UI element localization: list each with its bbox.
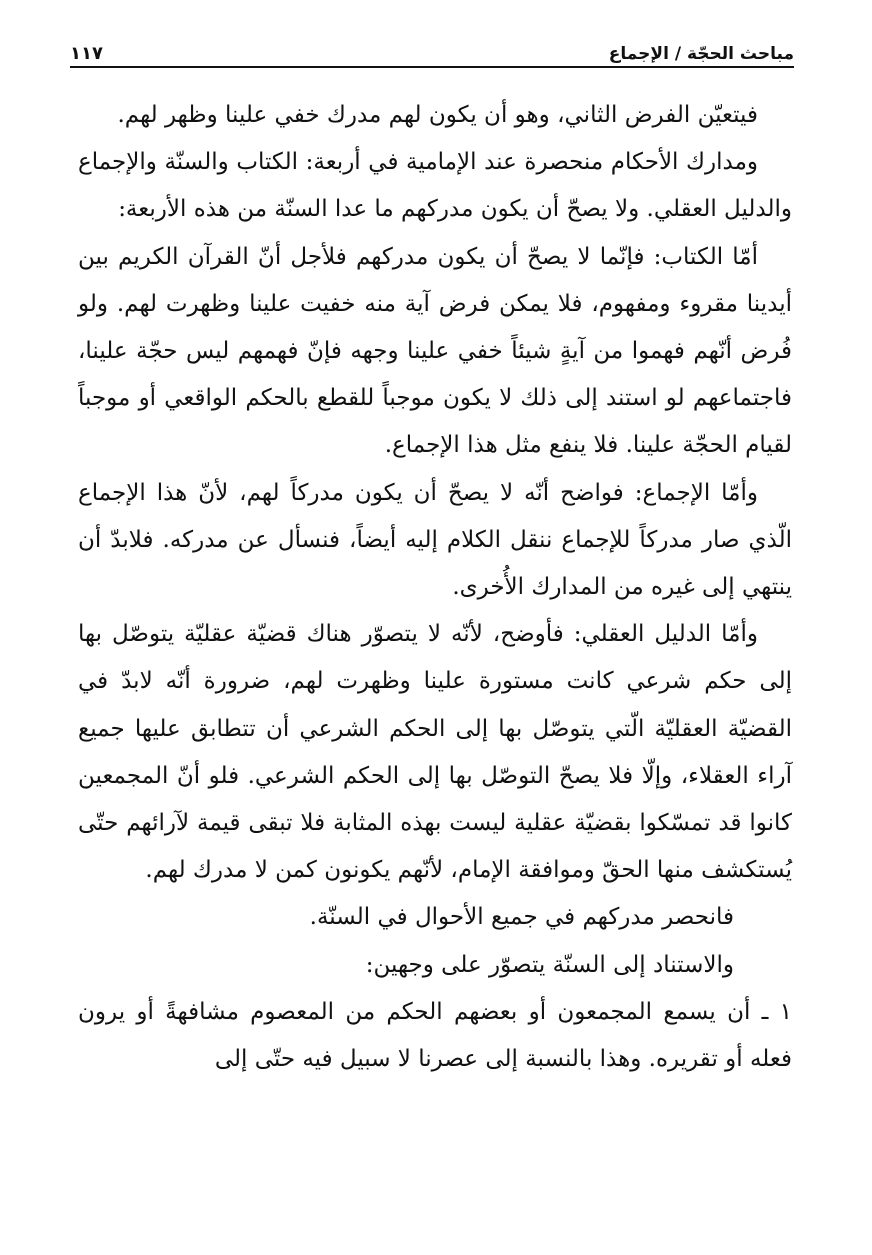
body-text	[78, 92, 792, 1083]
paragraph: وأمّا الإجماع: فواضح أنّه لا يصحّ أن يكون مدركاً لهم، لأنّ هذا الإجماع الّذي صار مدركاً للإجماع ننقل الكلام إليه أيضاً، فنسأل عن مدركه. فلابدّ أن ينتهي إلى غيره من المدارك الأُخرى.	[78, 479, 792, 601]
paragraph: ومدارك الأحكام منحصرة عند الإمامية في أربعة: الكتاب والسنّة والإجماع والدليل العقلي. ولا يصحّ أن يكون مدركهم ما عدا السنّة من هذه الأربعة:	[78, 149, 792, 223]
running-title: مباحث الحجّة / الإجماع	[608, 44, 794, 64]
paragraph: فانحصر مدركهم في جميع الأحوال في السنّة.	[309, 904, 734, 931]
numbered-paragraph: ١ ـ أن يسمع المجمعون أو بعضهم الحكم من المعصوم مشافهةً أو يرون فعله أو تقريره. وهذا بالنسبة إلى عصرنا لا سبيل فيه حتّى إلى	[78, 998, 792, 1073]
paragraph: وأمّا الدليل العقلي: فأوضح، لأنّه لا يتصوّر هناك قضيّة عقليّة يتوصّل بها إلى حكم شرعي كانت مستورة علينا وظهرت لهم، ضرورة أنّه لابدّ في القضيّة العقليّة الّتي يتوصّل بها إلى الحكم الشرعي أن تتطابق عليها جميع آراء العقلاء، وإلّا فلا يصحّ التوصّل بها إلى الحكم الشرعي. فلو أنّ المجمعين كانوا قد تمسّكوا بقضيّة عقلية ليست بهذه المثابة فلا تبقى قيمة لآرائهم حتّى يُستكشف منها الحقّ وموافقة الإمام، لأنّهم يكونون كمن لا مدرك لهم.	[78, 621, 792, 884]
page-number: ١١٧	[70, 43, 103, 64]
paragraph: أمّا الكتاب: فإنّما لا يصحّ أن يكون مدركهم فلأجل أنّ القرآن الكريم بين أيدينا مقروء ومفهوم، فلا يمكن فرض آية منه خفيت علينا وظهرت لهم. ولو فُرض أنّهم فهموا من آيةٍ شيئاً خفي علينا وجهه فإنّ فهمهم ليس حجّة علينا، فاجتماعهم لو استند إلى ذلك لا يكون موجباً للقطع بالحكم الواقعي أو موجباً لقيام الحجّة علينا. فلا ينفع مثل هذا الإجماع.	[78, 243, 792, 459]
header-rule	[70, 66, 794, 68]
paragraph: والاستناد إلى السنّة يتصوّر على وجهين:	[365, 951, 734, 978]
page-header	[70, 30, 794, 64]
paragraph: فيتعيّن الفرض الثاني، وهو أن يكون لهم مدرك خفي علينا وظهر لهم.	[117, 102, 758, 128]
